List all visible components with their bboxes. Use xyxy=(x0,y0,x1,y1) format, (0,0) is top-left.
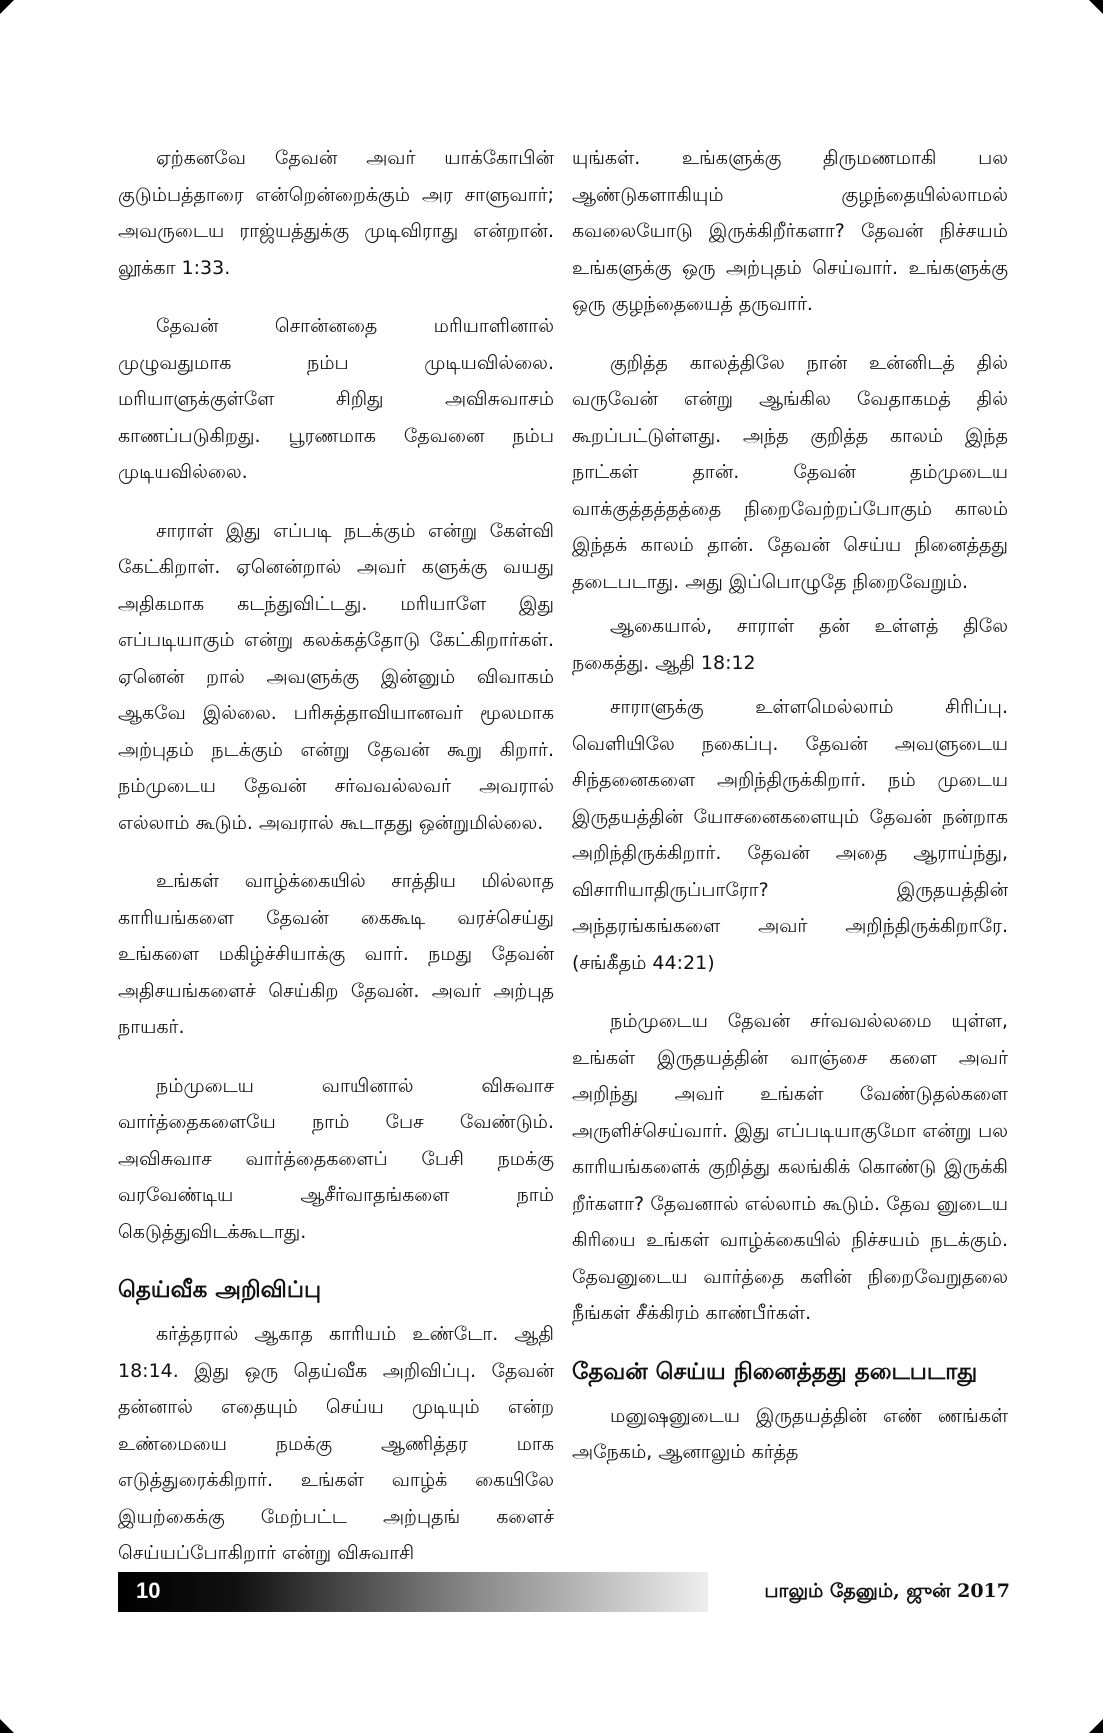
section-heading: தெய்வீக அறிவிப்பு xyxy=(118,1276,322,1303)
paragraph: சாராள் இது எப்படி நடக்கும் என்று கேள்வி கேட்கிறாள். ஏனென்றால் அவர் களுக்கு வயது அதிகமாக கடந்துவிட்டது. மரியாளே இது எப்படியாகும் என்று கலக்கத்தோடு கேட்கிறார்கள். ஏனென் றால் அவளுக்கு இன்னும் விவாகம் ஆகவே இல்லை. பரிசுத்தாவியானவர் மூலமாக அற்புதம் நடக்கும் என்று தேவன் கூறு கிறார். நம்முடைய தேவன் சர்வவல்லவர் அவரால் எல்லாம் கூடும். அவரால் கூடாதது ஒன்றுமில்லை. xyxy=(118,519,554,834)
paragraph: நம்முடைய தேவன் சர்வவல்லமை யுள்ள, உங்கள் இருதயத்தின் வாஞ்சை களை அவர் அறிந்து அவர் உங்கள் வேண்டுதல்களை அருளிச்செய்வார். இது எப்படியாகுமோ என்று பல காரியங்களைக் குறித்து கலங்கிக் கொண்டு இருக்கி றீர்களா? தேவனால் எல்லாம் கூடும். தேவ னுடைய கிரியை உங்கள் வாழ்க்கையில் நிச்சயம் நடக்கும். தேவனுடைய வார்த்தை களின் நிறைவேறுதலை நீங்கள் சீக்கிரம் காண்பீர்கள். xyxy=(572,1010,1008,1324)
magazine-title: பாலும் தேனும், ஜுன் 2017 xyxy=(764,1580,1010,1602)
corner-mark-top-left xyxy=(0,0,14,14)
paragraph: ஆகையால், சாராள் தன் உள்ளத் திலே நகைத்து. ஆதி 18:12 xyxy=(572,615,1008,674)
corner-mark-top-right xyxy=(1089,0,1103,14)
footer-gradient-bar xyxy=(118,1572,708,1612)
paragraph: உங்கள் வாழ்க்கையில் சாத்திய மில்லாத காரியங்களை தேவன் கைகூடி வரச்செய்து உங்களை மகிழ்ச்சியாக்கு வார். நமது தேவன் அதிசயங்களைச் செய்கிற தேவன். அவர் அற்புத நாயகர். xyxy=(118,870,554,1038)
paragraph: யுங்கள். உங்களுக்கு திருமணமாகி பல ஆண்டுகளாகியும் குழந்தையில்லாமல் கவலையோடு இருக்கிறீர்களா? தேவன் நிச்சயம் உங்களுக்கு ஒரு அற்புதம் செய்வார். உங்களுக்கு ஒரு குழந்தையைத் தருவார். xyxy=(572,147,1008,315)
paragraph: நம்முடைய வாயினால் விசுவாச வார்த்தைகளையே நாம் பேச வேண்டும். அவிசுவாச வார்த்தைகளைப் பேசி நமக்கு வரவேண்டிய ஆசீர்வாதங்களை நாம் கெடுத்துவிடக்கூடாது. xyxy=(118,1074,554,1243)
corner-mark-bottom-left xyxy=(0,1719,14,1733)
page-footer xyxy=(118,1572,1010,1612)
corner-mark-bottom-right xyxy=(1089,1719,1103,1733)
paragraph: ஏற்கனவே தேவன் அவர் யாக்கோபின் குடும்பத்தாரை என்றென்றைக்கும் அர சாளுவார்; அவருடைய ராஜ்யத்துக்கு முடிவிராது என்றான். லூக்கா 1:33. xyxy=(118,147,554,279)
section-heading: தேவன் செய்ய நினைத்தது தடைபடாது xyxy=(572,1357,978,1385)
paragraph: குறித்த காலத்திலே நான் உன்னிடத் தில் வருவேன் என்று ஆங்கில வேதாகமத் தில் கூறப்பட்டுள்ளது. அந்த குறித்த காலம் இந்த நாட்கள் தான். தேவன் தம்முடைய வாக்குத்தத்தத்தை நிறைவேற்றப்போகும் காலம் இந்தக் காலம் தான். தேவன் செய்ய நினைத்தது தடைபடாது. அது இப்பொழுதே நிறைவேறும். xyxy=(572,351,1008,593)
right-column xyxy=(572,140,1008,1493)
paragraph: தேவன் சொன்னதை மரியாளினால் முழுவதுமாக நம்ப முடியவில்லை. மரியாளுக்குள்ளே சிறிது அவிசுவாசம் காணப்படுகிறது. பூரணமாக தேவனை நம்ப முடியவில்லை. xyxy=(118,315,554,483)
left-column xyxy=(118,140,554,1594)
paragraph: மனுஷனுடைய இருதயத்தின் எண் ணங்கள் அநேகம், ஆனாலும் கர்த்த xyxy=(572,1404,1008,1463)
page-number: 10 xyxy=(136,1578,161,1603)
paragraph: கர்த்தரால் ஆகாத காரியம் உண்டோ. ஆதி 18:14. இது ஒரு தெய்வீக அறிவிப்பு. தேவன் தன்னால் எதையும் செய்ய முடியும் என்ற உண்மையை நமக்கு ஆணித்தர மாக எடுத்துரைக்கிறார். உங்கள் வாழ்க் கையிலே இயற்கைக்கு மேற்பட்ட அற்புதங் களைச் செய்யப்போகிறார் என்று விசுவாசி xyxy=(118,1323,554,1564)
paragraph: சாராளுக்கு உள்ளமெல்லாம் சிரிப்பு. வெளியிலே நகைப்பு. தேவன் அவளுடைய சிந்தனைகளை அறிந்திருக்கிறார். நம் முடைய இருதயத்தின் யோசனைகளையும் தேவன் நன்றாக அறிந்திருக்கிறார். தேவன் அதை ஆராய்ந்து, விசாரியாதிருப்பாரோ? இருதயத்தின் அந்தரங்கங்களை அவர் அறிந்திருக்கிறாரே. (சங்கீதம் 44:21) xyxy=(572,696,1008,974)
